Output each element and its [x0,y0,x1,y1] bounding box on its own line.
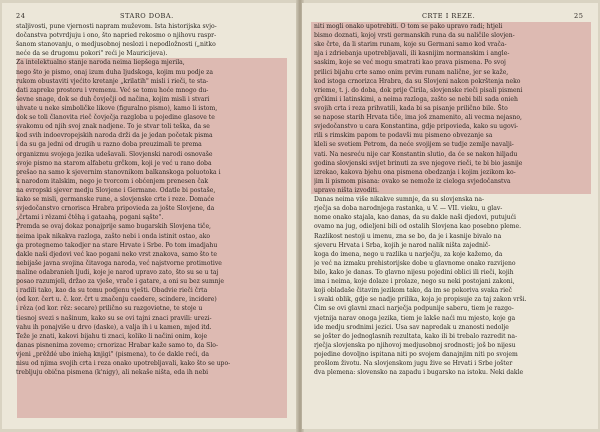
text-line: dva plemena: slovensko na zapadu i bugarsko na istoku. Neki dakle [314,369,524,377]
text-line: grčkimi i latinskimi, a neima razloga, zašto se nebi bili sada onieh [314,95,518,103]
text-line: svjedočanstvo u cara Konstantina, gdje pripovieda, kako su ugovi- [314,123,519,131]
text-line: svoje pismo na starom alfabetu grčkom, koji je već u rano doba [16,159,212,167]
text-line: pojedine dovoljno ispitana niti po svojem danajnjim niti po svojem [314,350,518,358]
text-line: Za intelektualno stanje naroda neima liepšega mjerila, [16,59,185,67]
right-running-head: CRTE I REZE. [422,12,476,20]
text-line: kleli se svetiem Petrom, da neće svojijem se tudje zemlje navalji- [314,141,514,149]
text-line: rječja slovjenska po njihovoj medjusobnoj srodnosti; još bo nijesu [314,341,516,349]
text-line: vjetnija narav onoga jezika, tiem je lakše naći mu mjesto, koje ga [314,314,516,322]
text-line: vjeni „prěždé ubo iniehą knjigi" (pismena), to će dakle reći, da [16,350,209,358]
text-line: organizmu svojega jezika udešavali. Slovjenski narodi osnovaše [16,150,213,158]
text-line: vahu ih ponajviše u drvo (daske), a valja ih i u kamen, mjed itd. [16,323,212,331]
text-line: maline odabranieh ljudi, koje je narod upravo zato, što su se u taj [16,268,219,276]
text-line: Danas neima više nikakve sumnje, da su slovjenska na- [314,196,485,204]
text-line: tiesnoj svezi s našinum, kako su se ovi tajni znaci pravili: urezi- [16,314,212,322]
text-line: ga protegnemo takodjer na stare Hrvate i Srbe. Po tom imadjahu [16,241,218,249]
text-line: jim li pismom pisana: ovako se nemože iz cieloga svjedočanstva [314,177,511,185]
text-line: trebljuju običnа pismena (k'nigy), ali nekaše ništa, eda ih nebi [16,369,209,377]
text-line: ide medju srodnimi jezici. Usa sav napredak u znanosti nedolje [314,323,509,331]
text-line: svakomu od njih svoj znak nadjene. To je stvar toli teška, da se [16,123,210,131]
text-line: „črtami i rězami čtěhą i gataahą, pogani sąšte". [16,214,164,222]
text-line: prilici bijahu crte samo onim prvim runam nalične, jer se kaže, [314,68,509,76]
text-line: vati. Na nesreću nije car Konstantin slutio, da će se nakon hiljadu [314,150,518,158]
text-line: k narodom italskim, nego je tvorcom i obćenjem prenesen čak [16,177,209,185]
text-line: uhvate u neke simboličke likove (figuralno pismo), kamo li istom, [16,104,218,112]
text-line: je već na izmaku prehistorijske dobe u glavnome onako razvijeno [314,259,516,267]
text-line: sjeveru Hrvata i Srba, kojih je narod nalik ništa zajednič- [314,241,491,249]
text-line: prošlom životu. Na slovjenskom jugu žive se Hrvati i Srbe jošter [314,360,513,368]
text-line: dakle naši djedovi već kao pogani neko vrst znakova, samo što te [16,250,217,258]
text-line: rili s rimskim papom te podavši mu pismeno obvezanje sa [314,132,493,140]
left-page [2,3,298,429]
text-line: izrekao, kakova bjehu ona pismena obedzanja i kojim jezikom ko- [314,168,516,176]
text-line: dok se toli članovita rieč čovječja razgloba u pojedine glasove te [16,114,215,122]
text-line: neće da se drugomu pokori" reći je Mauricijeva). [16,50,168,58]
text-line: koga do imena, nego u razlika u narječju, za koje kažemo, da [314,250,503,258]
text-line: ovamo na jug, odieljeni bili od ostalih Slovjena kao posebno pleme. [314,223,522,231]
text-line: godina slovjenski svijet brinuti za sve njegove rieči, te bi bio jasnije [314,159,523,167]
text-line: ševne snage, dok se duh čovječji od načina, kojim misli i stvari [16,95,210,103]
text-line: i da su ga jedni od drugih u razno doba preuzimali te prema [16,141,202,149]
text-line: dočanstva potvrdjuju i ono, što napried rekosmo o njihovu raspr- [16,32,217,40]
text-line: Premda se ovaj dokaz ponajprije samo bugarskih Slovjena tiče, [16,223,211,231]
text-line: šanom stanovanju, o medjusobnoj neslozi i nepodložnosti („nitko [16,41,216,49]
text-line: nisu od njima svojih crta i reza onako upotrebljavali, kako što se upo- [16,360,231,368]
text-line: nego što je pismo, onaj izum duha ljudskoga, kojim mu podje za [16,68,213,76]
text-line: Čim se ovi glavni znaci narječja podpunije saberu, tiem je razgo- [314,305,514,313]
text-line: saskim, koje se već mogu smatrati kao prava pismena. Po svoj [314,59,506,67]
text-line: koji obladaše čitavim jezikom tako, da im se pokoriva svaka rieč [314,287,513,295]
text-line: svjedočanstvo crnorisca Hrabra pripovieda za jošte Slovjene, da [16,205,215,213]
text-line: Razlikost nestoji u imenu, zna se bo, da je i kasnije bivalo na [314,232,502,240]
text-line: kod istoga crnorizca Hrabra, da su Slovjeni nakon pokrštenja neko [314,77,521,85]
right-page [302,3,598,429]
text-line: svojih crta i reza prihvatili, kada bi sa pisanje prilično bile. Što [314,104,508,112]
left-running-head: STARO DOBA. [120,12,174,20]
text-line: bilo, kako je danas. To glavno nijesu pojedini oblici ili rieči, kojih [314,268,514,276]
text-line: ske črte, da li starim runam, koje su Germani samo kod vrača- [314,41,507,49]
right-page-number: 25 [574,12,584,20]
text-line: se jošter do jednoglasnih rezultata, kako ili bi trebalo razredit na- [314,332,518,340]
text-line: neima ipak nikakva razloga, zašto nebi i onda istinit ostao, ako [16,232,211,240]
text-line: rukom obustaviti vjećito kretanje „krilatih" misli i rieči, te sta- [16,77,209,85]
text-line: vrieme, t. j. do doba, dok prije Ćirila, slovjenske rieči pisali pismeni [314,86,523,94]
left-page-number: 24 [16,12,26,20]
text-line: nja i zdriebanja upotrebljavali, ili kasnijim normanskim i angle- [314,50,510,58]
text-line: (od kor. čert u. č. kor. črt u značenju caedere, scindere, incidere) [16,296,217,304]
right-body-text [314,22,527,377]
text-line: i radili tako, kao da su tomu podjenu vješti. Obadvie rieči črta [16,287,208,295]
text-line: kod svih indoevropejskih naroda drži da je jedan početak pisma [16,132,213,140]
text-line: niti mogli onako upotrebiti. O tom se pako upravo radi; htjeli [314,23,503,30]
text-line: Teže je znati, kakovi bijahu ti znaci, koliko li načini onim, koje [16,332,208,340]
text-line: i rěza (od kor. rěz: secare) prilično su razgovietne, te stoje u [16,305,203,313]
text-line: kako se misli, germanske rune, a slovjenske crte i reze. Domaće [16,196,215,204]
text-line: ima i neima, koje dolaze i prolaze, nego su neki postojani zakoni, [314,278,515,286]
text-line: staljivosti, pune vjernosti napram muževom. Ista historijska svjo- [16,23,217,30]
text-line: nebijaše javna svojina čitavoga naroda, već najstvorne protimotive [16,259,222,267]
text-line: bismo doznati, kojoj vrsti germanskih runa da su naličile slovjen- [314,32,515,40]
text-line: danas pisnenima zovemo; crnorizac Hrabar kaže samo to, da Slo- [16,341,219,349]
text-line: se napose starih Hrvata tiče, ima još znamenito, ali vecma nejasno, [314,114,522,122]
text-line: rječja sa doba narodnjega rastanka, u V. — VII. vieku, u glav- [314,205,503,213]
text-line: posao razumjeli, držao za vješe, vrače i gatare, a oni su bez sumnje [16,278,225,286]
text-line: i svaki oblik, gdje se nadje prilika, koja je propisuje za taj zakon vrši. [314,296,527,304]
text-line: upravo ništa izvoditi. [314,186,379,194]
text-line: dati zapreke prostoru i vremenu. Već se tomu hoće mnogo du- [16,86,209,94]
text-line: nome onako stajala, kao danas, da su dakle naši djedovi, putujući [314,214,517,222]
text-line: na evropski sjever medju Slovjene i Germane. Odatle bi postaše, [16,186,216,194]
left-body-text [16,22,230,377]
text-line: prešao na samo k sjevernim stanovnikom balkanskoga poluotoka i [16,168,221,176]
